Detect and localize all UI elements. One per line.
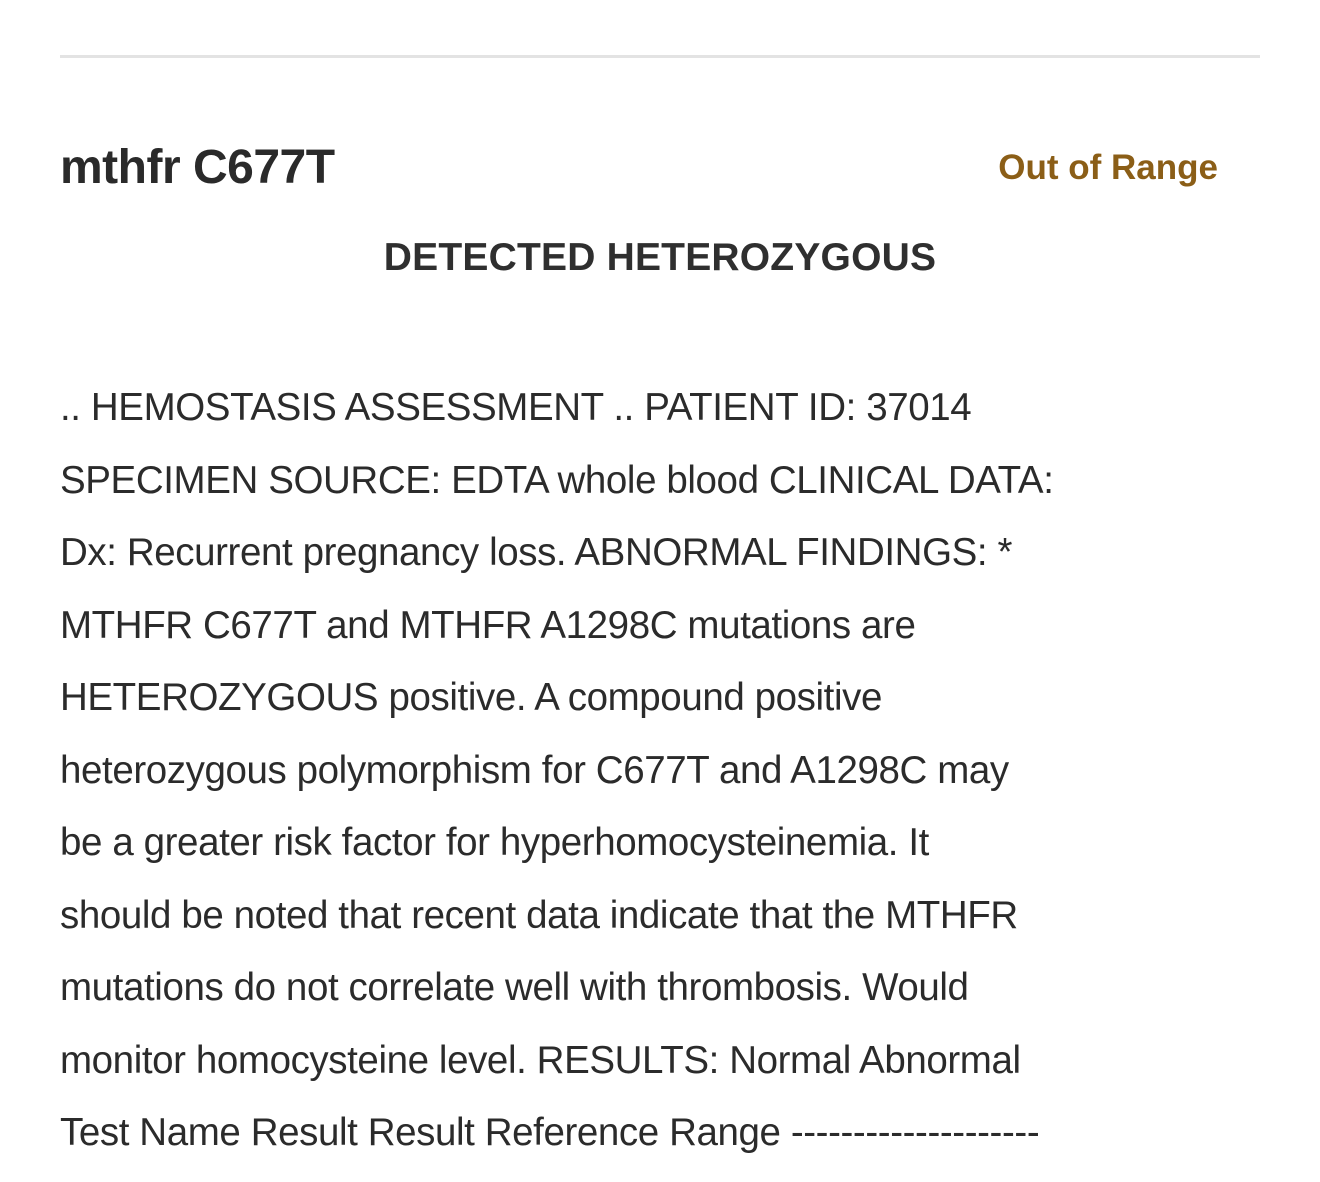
report-line: MTHFR C677T and MTHFR A1298C mutations are (60, 603, 916, 647)
report-line: HETEROZYGOUS positive. A compound positive (60, 676, 882, 719)
report-line: Test Name Result Result Reference Range -------------------- (60, 1111, 1040, 1154)
top-divider (60, 55, 1260, 58)
range-status-badge: Out of Range (998, 148, 1218, 187)
report-line: should be noted that recent data indicate that the MTHFR (60, 893, 1018, 937)
report-text (60, 372, 1220, 1172)
report-line: SPECIMEN SOURCE: EDTA whole blood CLINICAL DATA: (60, 458, 1054, 502)
report-line: be a greater risk factor for hyperhomocysteinemia. It (60, 821, 929, 864)
test-header (60, 138, 1218, 198)
test-name: mthfr C677T (60, 141, 335, 194)
report-line: mutations do not correlate well with thrombosis. Would (60, 966, 969, 1009)
test-result-value: DETECTED HETEROZYGOUS (383, 236, 937, 279)
report-line: heterozygous polymorphism for C677T and A1298C may (60, 748, 1009, 792)
report-line: .. HEMOSTASIS ASSESSMENT .. PATIENT ID: 37014 (60, 386, 972, 429)
report-line: Dx: Recurrent pregnancy loss. ABNORMAL FINDINGS: * (60, 531, 1013, 574)
report-line: monitor homocysteine level. RESULTS: Normal Abnormal (60, 1038, 1021, 1082)
